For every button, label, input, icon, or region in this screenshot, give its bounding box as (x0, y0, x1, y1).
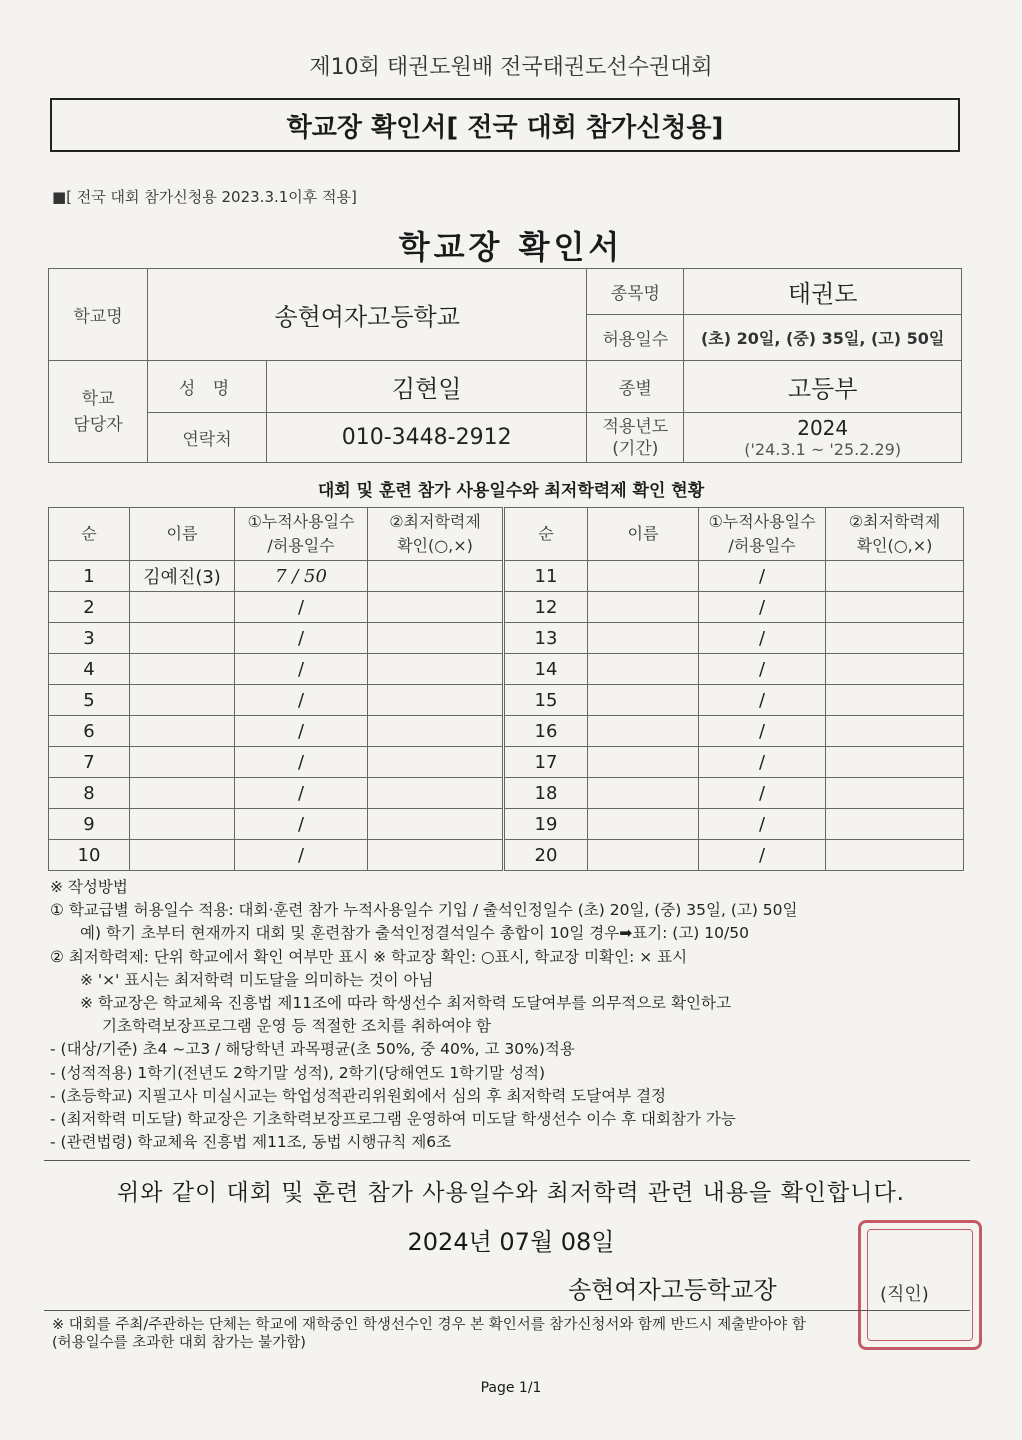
header-check: ②최저학력제 확인(○,×) (368, 508, 504, 561)
row-name (130, 809, 235, 840)
header-no-2: 순 (504, 508, 588, 561)
table-row (49, 685, 964, 716)
apply-note: ■[ 전국 대회 참가신청용 2023.3.1이후 적용] (52, 188, 357, 206)
row-name-2 (588, 592, 699, 623)
row-name (130, 685, 235, 716)
sport-value: 태권도 (684, 269, 962, 315)
form-title: 학교장 확인서[ 전국 대회 참가신청용] (286, 112, 724, 143)
header-days: ①누적사용일수 /허용일수 (235, 508, 368, 561)
table-row (49, 716, 964, 747)
row-no-2: 17 (504, 747, 588, 778)
sport-label: 종목명 (587, 269, 684, 315)
row-no: 5 (49, 685, 130, 716)
year-cell (684, 413, 962, 463)
row-name-2 (588, 685, 699, 716)
row-no: 10 (49, 840, 130, 871)
name-label: 성 명 (148, 361, 267, 413)
row-check-2 (826, 561, 964, 592)
row-name-2 (588, 623, 699, 654)
instruction-line: - (성적적용) 1학기(전년도 2학기말 성적), 2학기(당해연도 1학기말 성적) (50, 1063, 546, 1082)
row-days-2: / (699, 716, 826, 747)
row-days-2: / (699, 685, 826, 716)
row-check-2 (826, 840, 964, 871)
row-check (368, 809, 504, 840)
row-name (130, 592, 235, 623)
school-info-table (48, 268, 962, 463)
row-name-2 (588, 716, 699, 747)
row-name (130, 716, 235, 747)
instruction-line: - (최저학력 미도달) 학교장은 기초학력보장프로그램 운영하여 미도달 학생선수 이수 후 대회참가 가능 (50, 1110, 736, 1129)
row-days: 7 / 50 (235, 561, 368, 592)
divider-footer (44, 1310, 970, 1311)
allowed-label: 허용일수 (587, 315, 684, 361)
year-label: 적용년도 (기간) (587, 413, 684, 463)
header-check-2: ②최저학력제 확인(○,×) (826, 508, 964, 561)
seal-label: (직인) (880, 1284, 929, 1305)
table-row (49, 809, 964, 840)
header-no: 순 (49, 508, 130, 561)
confirm-text: 위와 같이 대회 및 훈련 참가 사용일수와 최저학력 관련 내용을 확인합니다. (117, 1180, 905, 1206)
event-title: 제10회 태권도원배 전국태권도선수권대회 (309, 55, 713, 80)
row-no: 9 (49, 809, 130, 840)
row-no-2: 20 (504, 840, 588, 871)
table-row (49, 747, 964, 778)
table-row (49, 778, 964, 809)
instruction-line: ※ 학교장은 학교체육 진흥법 제11조에 따라 학생선수 최저학력 도달여부를 의무적으로 확인하고 (80, 994, 731, 1013)
row-check-2 (826, 809, 964, 840)
status-heading: 대회 및 훈련 참가 사용일수와 최저학력제 확인 현황 (317, 481, 705, 501)
instruction-line: 기초학력보장프로그램 운영 등 적절한 조치를 취하여야 함 (102, 1017, 491, 1036)
instruction-line: - (대상/기준) 초4 ~고3 / 해당학년 과목평균(초 50%, 중 40%, 고 30%)적용 (50, 1040, 575, 1059)
row-days: / (235, 778, 368, 809)
row-no: 3 (49, 623, 130, 654)
row-no: 8 (49, 778, 130, 809)
row-days: / (235, 654, 368, 685)
phone-label: 연락처 (148, 413, 267, 463)
instruction-line: ① 학교급별 허용일수 적용: 대회·훈련 참가 누적사용일수 기입 / 출석인정일수 (초) 20일, (중) 35일, (고) 50일 (50, 901, 798, 920)
row-check-2 (826, 685, 964, 716)
instruction-line: ※ 작성방법 (50, 878, 128, 896)
row-days: / (235, 840, 368, 871)
row-no-2: 11 (504, 561, 588, 592)
row-no: 4 (49, 654, 130, 685)
row-name (130, 623, 235, 654)
row-days: / (235, 747, 368, 778)
instruction-line: ※ '×' 표시는 최저학력 미도달을 의미하는 것이 아님 (80, 970, 434, 989)
header-days-2: ①누적사용일수 /허용일수 (699, 508, 826, 561)
row-name-2 (588, 840, 699, 871)
row-days-2: / (699, 840, 826, 871)
row-name (130, 778, 235, 809)
row-check-2 (826, 716, 964, 747)
participant-rows (49, 561, 964, 871)
row-days-2: / (699, 747, 826, 778)
row-name (130, 747, 235, 778)
row-no-2: 12 (504, 592, 588, 623)
table-row (49, 654, 964, 685)
divider (44, 1160, 970, 1161)
row-check (368, 623, 504, 654)
instruction-line: - (관련법령) 학교체육 진흥법 제11조, 동법 시행규칙 제6조 (50, 1133, 452, 1152)
doc-title: 학교장 확인서 (398, 228, 624, 266)
row-check-2 (826, 654, 964, 685)
form-title-box (50, 98, 960, 152)
row-check (368, 592, 504, 623)
row-days-2: / (699, 561, 826, 592)
row-no-2: 14 (504, 654, 588, 685)
row-name: 김예진(3) (130, 561, 235, 592)
row-no: 2 (49, 592, 130, 623)
row-days-2: / (699, 809, 826, 840)
table-row (49, 561, 964, 592)
year-value: 2024 (797, 416, 849, 440)
row-check-2 (826, 592, 964, 623)
row-name-2 (588, 561, 699, 592)
instruction-line: ② 최저학력제: 단위 학교에서 확인 여부만 표시 ※ 학교장 확인: ○표시, 학교장 미확인: × 표시 (50, 947, 688, 966)
row-days-2: / (699, 623, 826, 654)
year-period: ('24.3.1 ~ '25.2.29) (744, 440, 902, 459)
row-days-2: / (699, 592, 826, 623)
row-no: 1 (49, 561, 130, 592)
row-no-2: 15 (504, 685, 588, 716)
allowed-value: (초) 20일, (중) 35일, (고) 50일 (684, 315, 962, 361)
principal-text: 송현여자고등학교장 (568, 1276, 777, 1304)
school-name: 송현여자고등학교 (148, 269, 587, 361)
footer-note: ※ 대회를 주최/주관하는 단체는 학교에 재학중인 학생선수인 경우 본 확인서를 참가신청서와 함께 반드시 제출받아야 함 (허용일수를 초과한 대회 참가는 불가함) (52, 1317, 806, 1351)
row-check (368, 747, 504, 778)
row-no-2: 18 (504, 778, 588, 809)
row-name-2 (588, 654, 699, 685)
row-check (368, 716, 504, 747)
school-label: 학교명 (49, 269, 148, 361)
row-name-2 (588, 809, 699, 840)
table-row (49, 623, 964, 654)
table-row (49, 840, 964, 871)
row-check (368, 840, 504, 871)
row-days: / (235, 592, 368, 623)
row-check-2 (826, 778, 964, 809)
row-check-2 (826, 623, 964, 654)
row-check (368, 654, 504, 685)
header-name-2: 이름 (588, 508, 699, 561)
row-days: / (235, 623, 368, 654)
phone-value: 010-3448-2912 (267, 413, 587, 463)
row-days-2: / (699, 778, 826, 809)
name-value: 김현일 (267, 361, 587, 413)
row-no: 7 (49, 747, 130, 778)
row-days: / (235, 716, 368, 747)
row-check (368, 778, 504, 809)
row-no-2: 13 (504, 623, 588, 654)
date-text: 2024년 07월 08일 (407, 1228, 615, 1256)
row-name (130, 654, 235, 685)
row-check-2 (826, 747, 964, 778)
division-label: 종별 (587, 361, 684, 413)
row-name-2 (588, 778, 699, 809)
row-no-2: 19 (504, 809, 588, 840)
header-name: 이름 (130, 508, 235, 561)
instruction-line: - (초등학교) 지필고사 미실시교는 학업성적관리위원회에서 심의 후 최저학력 도달여부 결정 (50, 1086, 667, 1105)
table-row (49, 592, 964, 623)
contact-label: 학교 담당자 (49, 361, 148, 463)
row-name-2 (588, 747, 699, 778)
instructions (50, 876, 950, 1154)
participant-table (48, 507, 964, 871)
row-days: / (235, 685, 368, 716)
row-days-2: / (699, 654, 826, 685)
page-number: Page 1/1 (480, 1380, 542, 1396)
division-value: 고등부 (684, 361, 962, 413)
row-name (130, 840, 235, 871)
row-check (368, 685, 504, 716)
row-days: / (235, 809, 368, 840)
row-no-2: 16 (504, 716, 588, 747)
instruction-line: 예) 학기 초부터 현재까지 대회 및 훈련참가 출석인정결석일수 총합이 10일 경우➡표기: (고) 10/50 (80, 924, 749, 943)
row-check (368, 561, 504, 592)
row-no: 6 (49, 716, 130, 747)
